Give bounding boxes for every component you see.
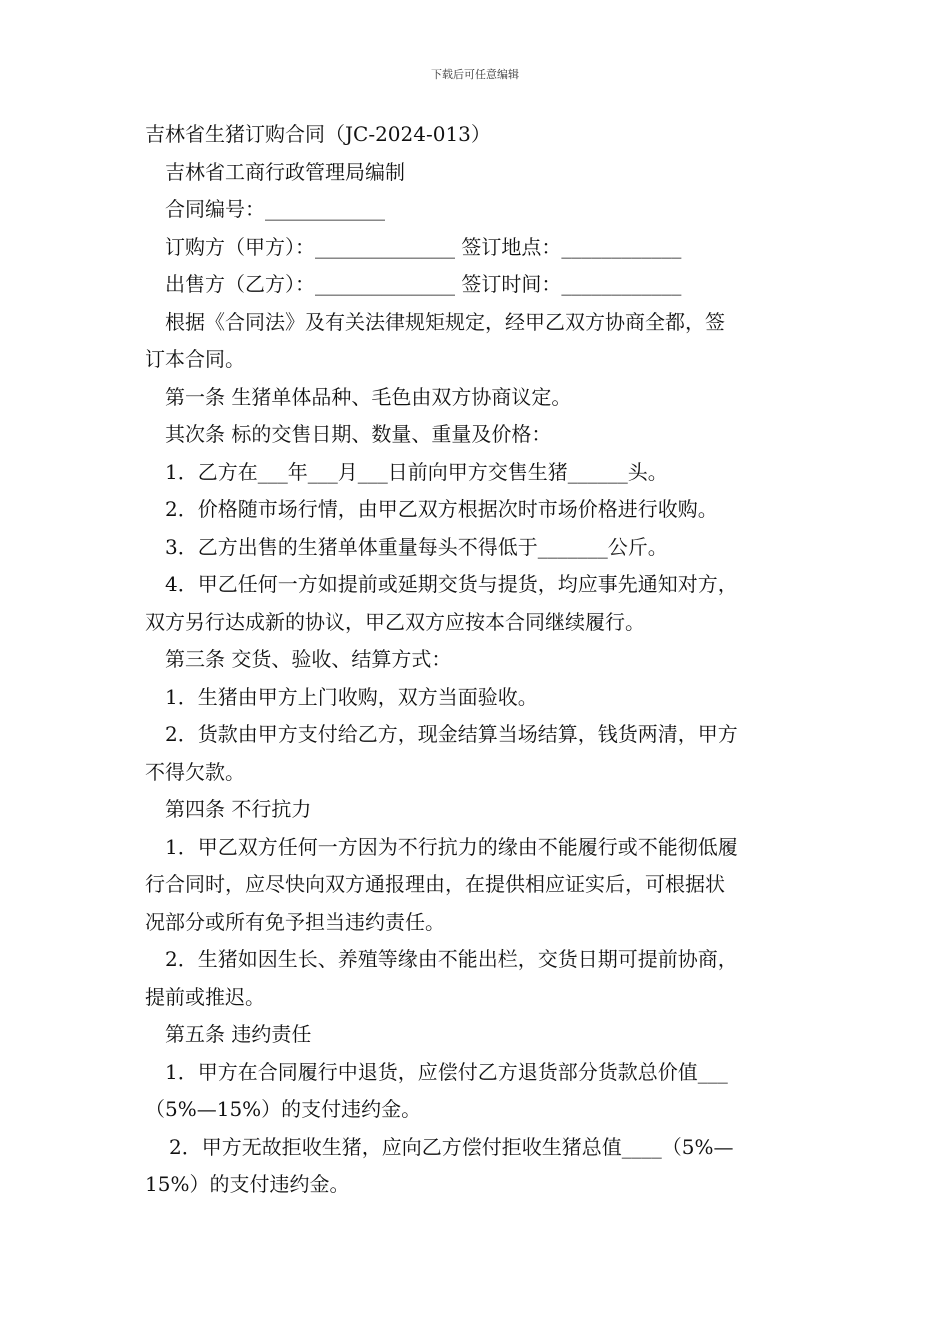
contract-line: 2．货款由甲方支付给乙方，现金结算当场结算，钱货两清，甲方 xyxy=(165,722,738,746)
contract-line: 2．甲方无故拒收生猪，应向乙方偿付拒收生猪总值____（5%— xyxy=(169,1134,734,1159)
contract-line: 第四条 不行抗力 xyxy=(165,797,312,821)
contract-line: 第五条 违约责任 xyxy=(165,1022,312,1046)
contract-line: （5%—15%）的支付违约金。 xyxy=(145,1097,422,1121)
contract-line: 第一条 生猪单体品种、毛色由双方协商议定。 xyxy=(165,384,572,409)
contract-line: 4．甲乙任何一方如提前或延期交货与提货，均应事先通知对方， xyxy=(165,572,738,596)
contract-line: 出售方（乙方）：______________ 签订时间：____________ xyxy=(165,272,682,296)
contract-line: 15%）的支付违约金。 xyxy=(145,1172,350,1196)
contract-line: 订购方（甲方）：______________ 签订地点：____________ xyxy=(165,234,682,259)
contract-line: 合同编号：____________ xyxy=(165,197,385,221)
contract-line: 况部分或所有免予担当违约责任。 xyxy=(145,909,445,934)
contract-line: 提前或推迟。 xyxy=(145,984,265,1009)
contract-line: 1．甲乙双方任何一方因为不行抗力的缘由不能履行或不能彻低履 xyxy=(165,834,738,859)
contract-line: 根据《合同法》及有关法律规矩规定，经甲乙双方协商全都，签 xyxy=(165,309,725,334)
contract-body xyxy=(145,116,810,1204)
contract-line: 1．乙方在___年___月___日前向甲方交售生猪______头。 xyxy=(165,459,668,484)
contract-line: 2．价格随市场行情，由甲乙双方根据次时市场价格进行收购。 xyxy=(165,497,718,521)
contract-line: 1．甲方在合同履行中退货，应偿付乙方退货部分货款总价值___ xyxy=(165,1059,728,1084)
contract-line: 订本合同。 xyxy=(145,347,245,371)
contract-title: 吉林省生猪订购合同（JC-2024-013） xyxy=(145,122,491,146)
contract-line: 1．生猪由甲方上门收购，双方当面验收。 xyxy=(165,684,538,709)
contract-lines xyxy=(145,154,810,1204)
contract-line: 其次条 标的交售日期、数量、重量及价格： xyxy=(165,422,552,446)
contract-line: 2．生猪如因生长、养殖等缘由不能出栏，交货日期可提前协商， xyxy=(165,947,738,971)
contract-line: 第三条 交货、验收、结算方式： xyxy=(165,647,452,671)
contract-line: 双方另行达成新的协议，甲乙双方应按本合同继续履行。 xyxy=(145,609,645,634)
contract-line: 吉林省工商行政管理局编制 xyxy=(165,159,405,184)
page-header-note: 下载后可任意编辑 xyxy=(431,68,519,81)
contract-line: 不得欠款。 xyxy=(145,759,245,784)
contract-line: 3．乙方出售的生猪单体重量每头不得低于_______公斤。 xyxy=(165,534,668,559)
contract-line: 行合同时，应尽快向双方通报理由，在提供相应证实后，可根据状 xyxy=(145,872,725,896)
